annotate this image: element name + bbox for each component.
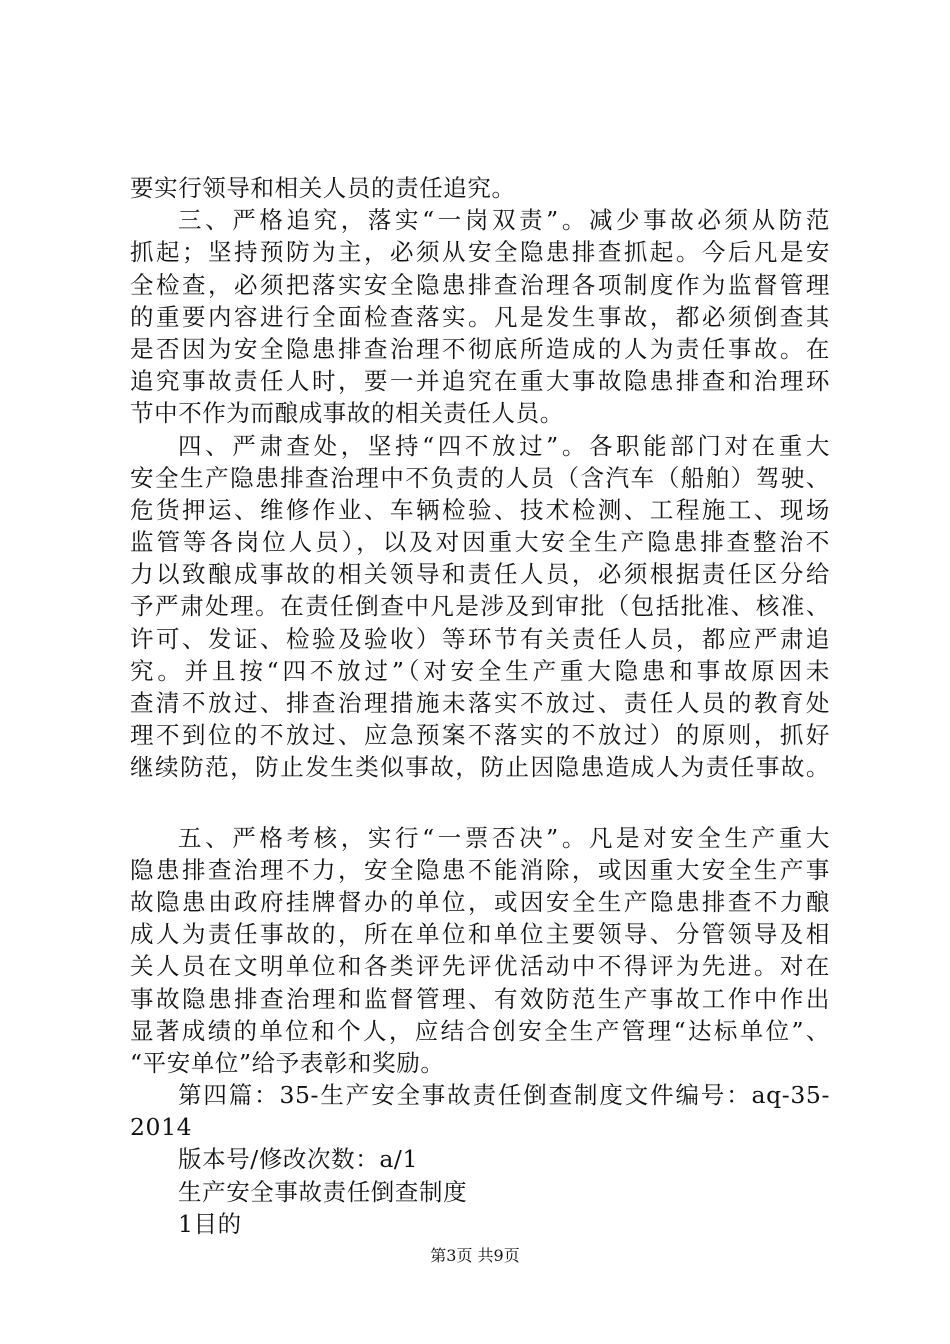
text-line: 显著成绩的单位和个人，应结合创安全生产管理“达标单位”、 — [130, 1016, 830, 1045]
text-line: 查清不放过、排查治理措施未落实不放过、责任人员的教育处 — [130, 689, 830, 717]
text-line: 究。并且按“四不放过”（对安全生产重大隐患和事故原因未 — [130, 656, 830, 685]
text-line: 节中不作为而酿成事故的相关责任人员。 — [130, 399, 564, 428]
page-footer: 第3页 共9页 — [430, 1246, 520, 1265]
text-line: 抓起；坚持预防为主，必须从安全隐患排查抓起。今后凡是安 — [130, 238, 830, 267]
text-line: “平安单位”给予表彰和奖励。 — [130, 1048, 445, 1077]
text-line: 五、严格考核，实行“一票否决”。凡是对安全生产重大 — [178, 823, 830, 852]
text-line: 事故隐患排查治理和监督管理、有效防范生产事故工作中作出 — [130, 984, 830, 1013]
text-line: 2014 — [130, 1113, 193, 1142]
text-line: 要实行领导和相关人员的责任追究。 — [130, 174, 516, 202]
text-line: 追究事故责任人时，要一并追究在重大事故隐患排查和治理环 — [130, 367, 830, 396]
text-line: 隐患排查治理不力，安全隐患不能消除，或因重大安全生产事 — [130, 855, 830, 884]
text-line: 关人员在文明单位和各类评先评优活动中不得评为先进。对在 — [130, 952, 830, 981]
text-line: 全检查，必须把落实安全隐患排查治理各项制度作为监督管理 — [130, 270, 830, 299]
document-body — [130, 172, 830, 1240]
text-line: 版本号/修改次数：a/1 — [178, 1145, 418, 1174]
text-line: 成人为责任事故的，所在单位和单位主要领导、分管领导及相 — [130, 920, 830, 949]
paragraph-gap — [130, 784, 830, 822]
text-line: 力以致酿成事故的相关领导和责任人员，必须根据责任区分给 — [130, 560, 830, 589]
text-line: 的重要内容进行全面检查落实。凡是发生事故，都必须倒查其 — [130, 302, 830, 331]
text-line: 予严肃处理。在责任倒查中凡是涉及到审批（包括批准、核准、 — [130, 592, 830, 621]
text-line: 许可、发证、检验及验收）等环节有关责任人员，都应严肃追 — [130, 624, 830, 653]
text-line: 四、严肃查处，坚持“四不放过”。各职能部门对在重大 — [178, 431, 830, 460]
text-line: 1目的 — [178, 1209, 242, 1238]
text-line: 生产安全事故责任倒查制度 — [178, 1177, 468, 1206]
text-line: 是否因为安全隐患排查治理不彻底所造成的人为责任事故。在 — [130, 334, 830, 363]
text-line: 继续防范，防止发生类似事故，防止因隐患造成人为责任事故。 — [130, 753, 830, 782]
text-line: 理不到位的不放过、应急预案不落实的不放过）的原则，抓好 — [130, 721, 830, 750]
text-line: 三、严格追究，落实“一岗双责”。减少事故必须从防范 — [178, 206, 830, 235]
section-heading: 第四篇：35-生产安全事故责任倒查制度文件编号：aq-35- — [178, 1081, 830, 1110]
text-line: 故隐患由政府挂牌督办的单位，或因安全生产隐患排查不力酿 — [130, 887, 830, 916]
text-line: 监管等各岗位人员），以及对因重大安全生产隐患排查整治不 — [130, 528, 830, 557]
text-line: 安全生产隐患排查治理中不负责的人员（含汽车（船舶）驾驶、 — [130, 463, 830, 492]
text-line: 危货押运、维修作业、车辆检验、技术检测、工程施工、现场 — [130, 495, 830, 524]
